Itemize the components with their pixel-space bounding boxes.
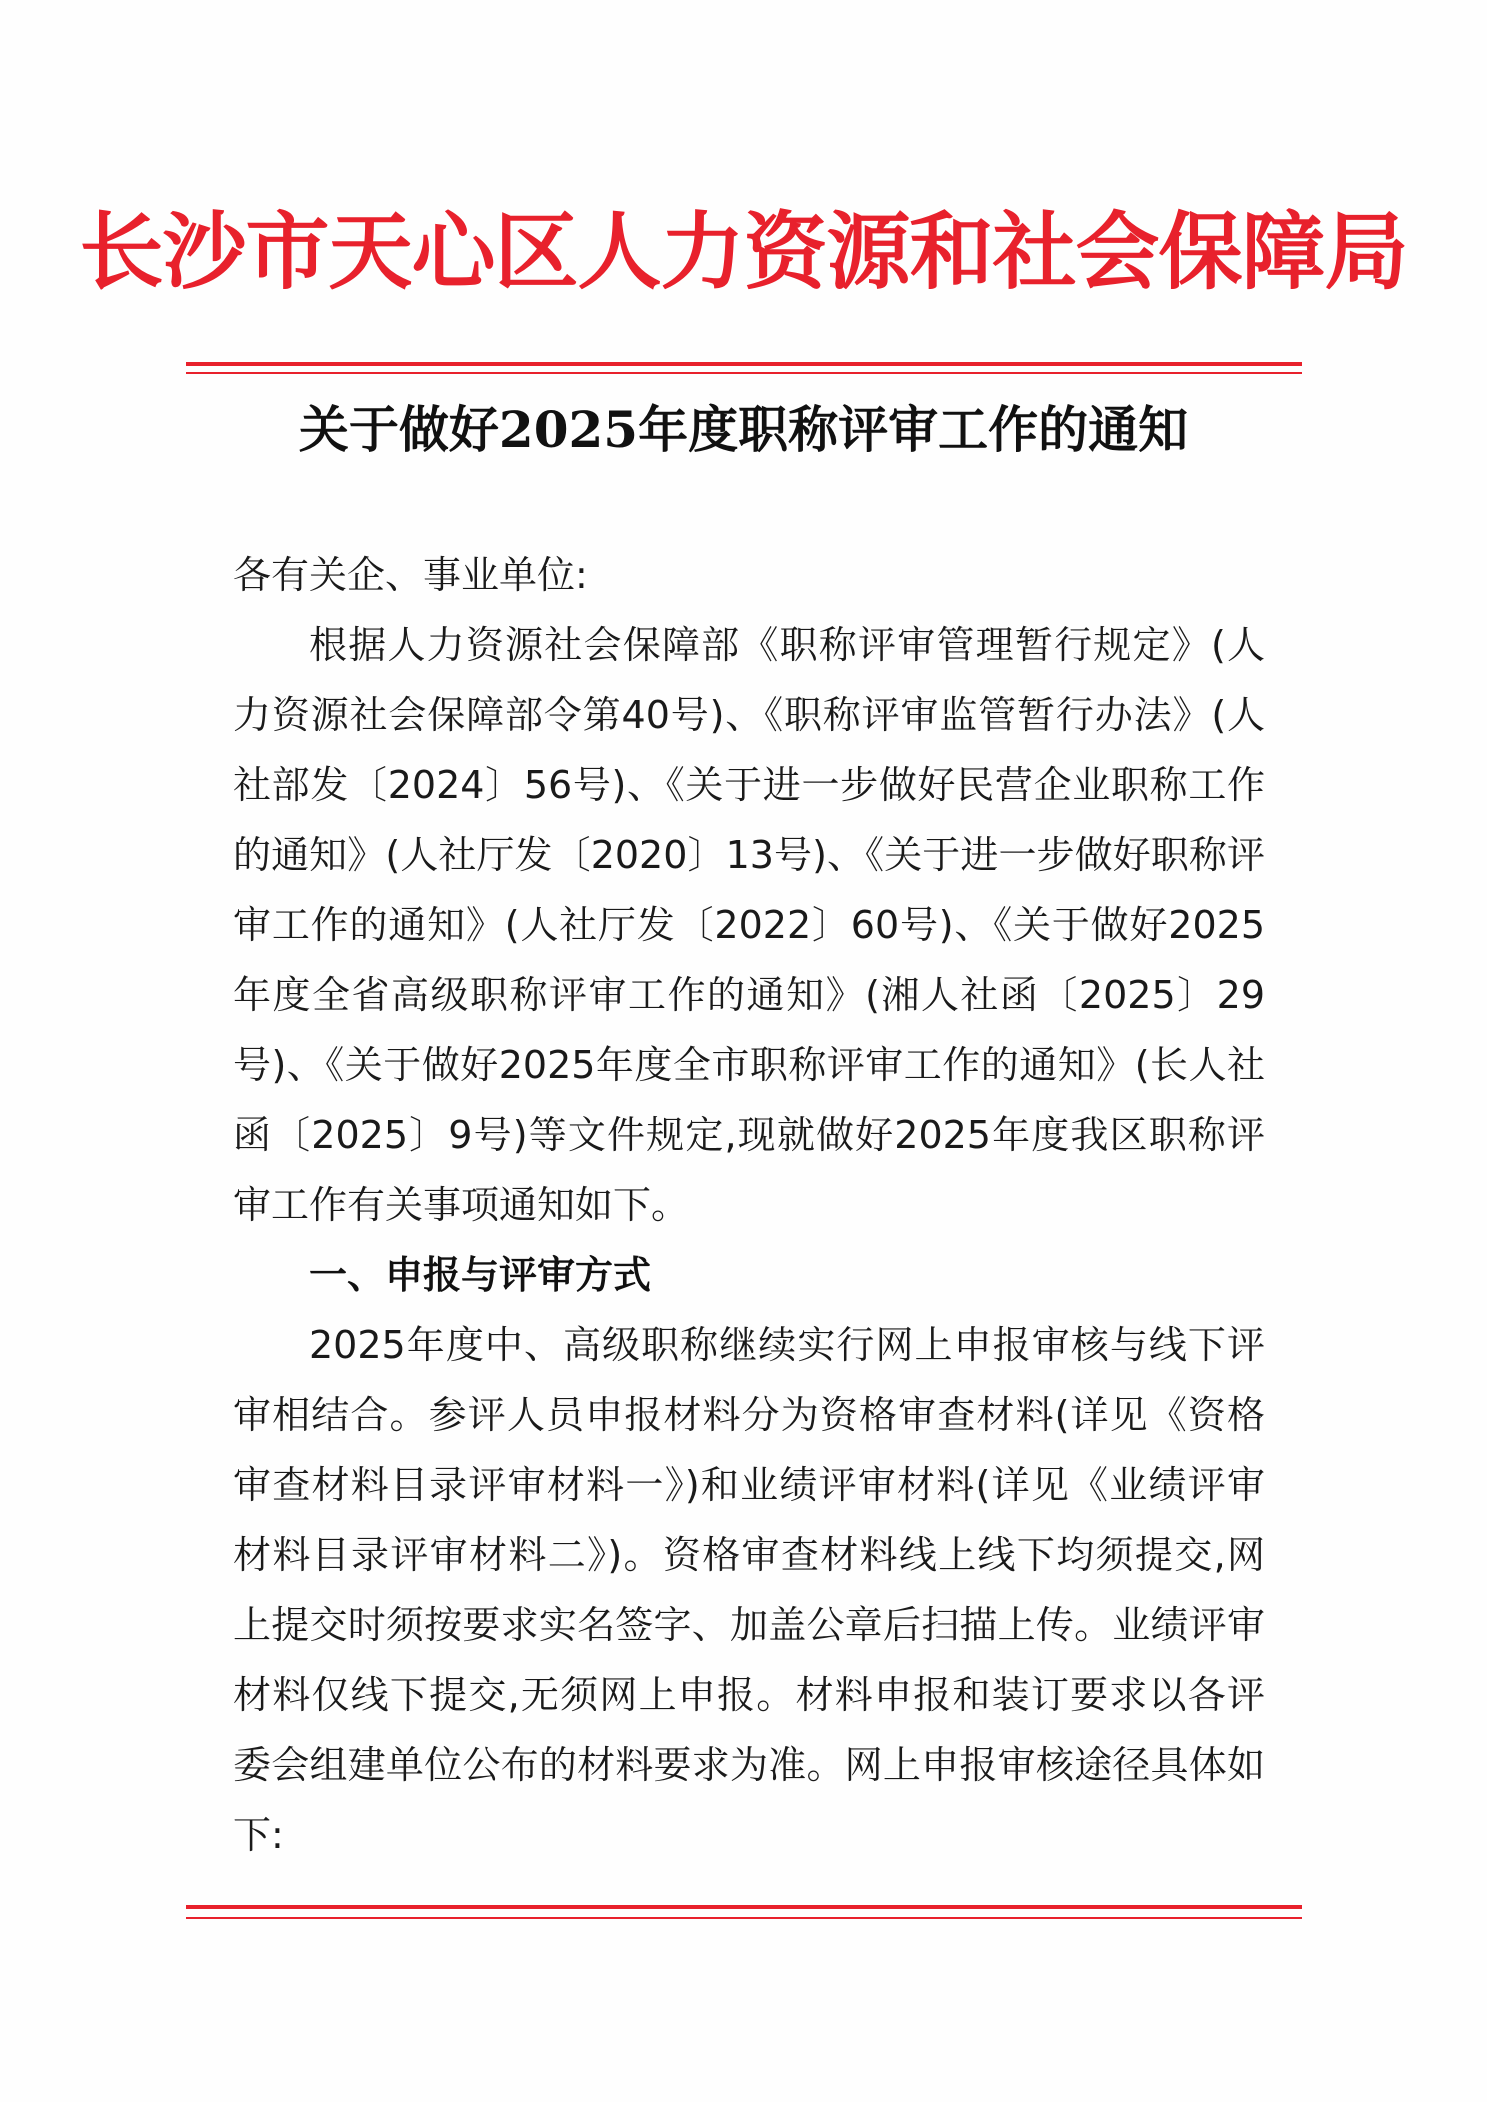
body-paragraph-1: 根据人力资源社会保障部《职称评审管理暂行规定》(人力资源社会保障部令第40号)、《职称评审监管暂行办法》(人社部发〔2024〕56号)、《关于进一步做好民营企业职称工作的通知》(人社厅发〔2020〕13号)、《关于进一步做好职称评审工作的通知》(人社厅发〔2022〕60号)、《关于做好2025年度全省高级职称评审工作的通知》(湘人社函〔2025〕29号)、《关于做好2025年度全市职称评审工作的通知》(长人社函〔2025〕9号)等文件规定,现就做好2025年度我区职称评审工作有关事项通知如下。	[233, 623, 1265, 1227]
issuer-masthead: 长沙市天心区人力资源和社会保障局	[79, 202, 1408, 301]
masthead-rule-thick	[186, 362, 1302, 366]
document-title: 关于做好2025年度职称评审工作的通知	[298, 400, 1189, 459]
body-paragraph-2: 2025年度中、高级职称继续实行网上申报审核与线下评审相结合。参评人员申报材料分为资格审查材料(详见《资格审查材料目录评审材料一》)和业绩评审材料(详见《业绩评审材料目录评审材料二》)。资格审查材料线上线下均须提交,网上提交时须按要求实名签字、加盖公章后扫描上传。业绩评审材料仅线下提交,无须网上申报。材料申报和装订要求以各评委会组建单位公布的材料要求为准。网上申报审核途径具体如下:	[233, 1323, 1265, 1857]
salutation: 各有关企、事业单位:	[233, 553, 588, 597]
footer-rule-thin	[186, 1917, 1302, 1919]
section-heading-1: 一、申报与评审方式	[309, 1253, 652, 1297]
footer-rule-thick	[186, 1905, 1302, 1909]
masthead-rule-thin	[186, 372, 1302, 374]
